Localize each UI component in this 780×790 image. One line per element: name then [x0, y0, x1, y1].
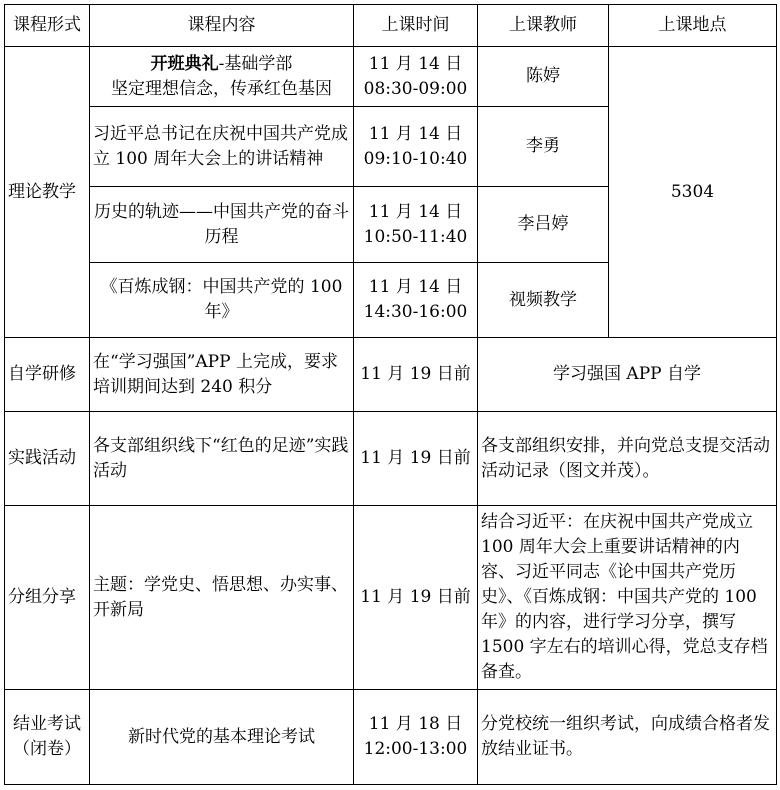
type-cell-exam — [5, 690, 90, 785]
arrangement-cell: 结合习近平：在庆祝中国共产党成立 100 周年大会上重要讲话精神的内容、习近平同志《论中国共产党历史》、《百炼成钢：中国共产党的 100 年》的内容，进行学习分享，撰写 1500 字左右的培训心得，党总支存档备查。 — [478, 506, 777, 690]
table-row — [5, 690, 777, 785]
time-cell — [354, 107, 478, 187]
header-teacher: 上课教师 — [478, 5, 609, 47]
content-cell: 新时代党的基本理论考试 — [90, 690, 354, 785]
content-cell: 《百炼成钢：中国共产党的 100 年》 — [90, 263, 354, 338]
teacher-cell: 视频教学 — [478, 263, 609, 338]
date-text: 11 月 18 日 — [368, 714, 463, 734]
header-row — [5, 5, 777, 47]
time-cell: 11 月 19 日前 — [354, 338, 478, 412]
date-text: 11 月 14 日 — [368, 53, 463, 74]
date-text: 11 月 14 日 — [368, 277, 463, 297]
time-cell — [354, 47, 478, 107]
type-cell-practice: 实践活动 — [5, 412, 90, 506]
time-cell — [354, 263, 478, 338]
time-cell — [354, 187, 478, 263]
content-cell: 习近平总书记在庆祝中国共产党成立 100 周年大会上的讲话精神 — [90, 107, 354, 187]
table-row — [5, 506, 777, 690]
table-row — [5, 47, 777, 107]
header-location: 上课地点 — [609, 5, 777, 47]
location-cell: 5304 — [609, 47, 777, 338]
time-text: 08:30-09:00 — [363, 78, 468, 99]
time-cell — [354, 690, 478, 785]
type-line2: （闭卷） — [13, 739, 81, 759]
arrangement-cell: 各支部组织安排，并向党总支提交活动活动记录（图文并茂）。 — [478, 412, 777, 506]
time-cell: 11 月 19 日前 — [354, 412, 478, 506]
content-cell: 在“学习强国”APP 上完成，要求培训期间达到 240 积分 — [90, 338, 354, 412]
header-content: 课程内容 — [90, 5, 354, 47]
type-cell-self-study: 自学研修 — [5, 338, 90, 412]
date-text: 11 月 14 日 — [368, 123, 463, 144]
content-cell: 历史的轨迹——中国共产党的奋斗历程 — [90, 187, 354, 263]
table-row — [5, 412, 777, 506]
content-rest: -基础学部 — [218, 53, 293, 74]
type-cell-theory: 理论教学 — [5, 47, 90, 338]
content-cell — [90, 47, 354, 107]
time-text: 09:10-10:40 — [363, 148, 468, 169]
time-text: 12:00-13:00 — [363, 739, 468, 759]
arrangement-cell: 分党校统一组织考试，向成绩合格者发放结业证书。 — [478, 690, 777, 785]
content-cell: 各支部组织线下“红色的足迹”实践活动 — [90, 412, 354, 506]
time-text: 14:30-16:00 — [363, 302, 468, 322]
header-time: 上课时间 — [354, 5, 478, 47]
time-text: 10:50-11:40 — [363, 226, 468, 247]
teacher-cell: 李勇 — [478, 107, 609, 187]
type-cell-group: 分组分享 — [5, 506, 90, 690]
course-schedule-table — [4, 4, 777, 785]
header-type: 课程形式 — [5, 5, 90, 47]
type-line1: 结业考试 — [13, 714, 81, 734]
teacher-cell: 李吕婷 — [478, 187, 609, 263]
content-cell: 主题：学党史、悟思想、办实事、开新局 — [90, 506, 354, 690]
table-row — [5, 338, 777, 412]
content-bold: 开班典礼 — [150, 53, 219, 74]
date-text: 11 月 14 日 — [368, 201, 463, 222]
arrangement-cell: 学习强国 APP 自学 — [478, 338, 777, 412]
content-line2: 坚定理想信念，传承红色基因 — [111, 78, 332, 99]
teacher-cell: 陈婷 — [478, 47, 609, 107]
time-cell: 11 月 19 日前 — [354, 506, 478, 690]
